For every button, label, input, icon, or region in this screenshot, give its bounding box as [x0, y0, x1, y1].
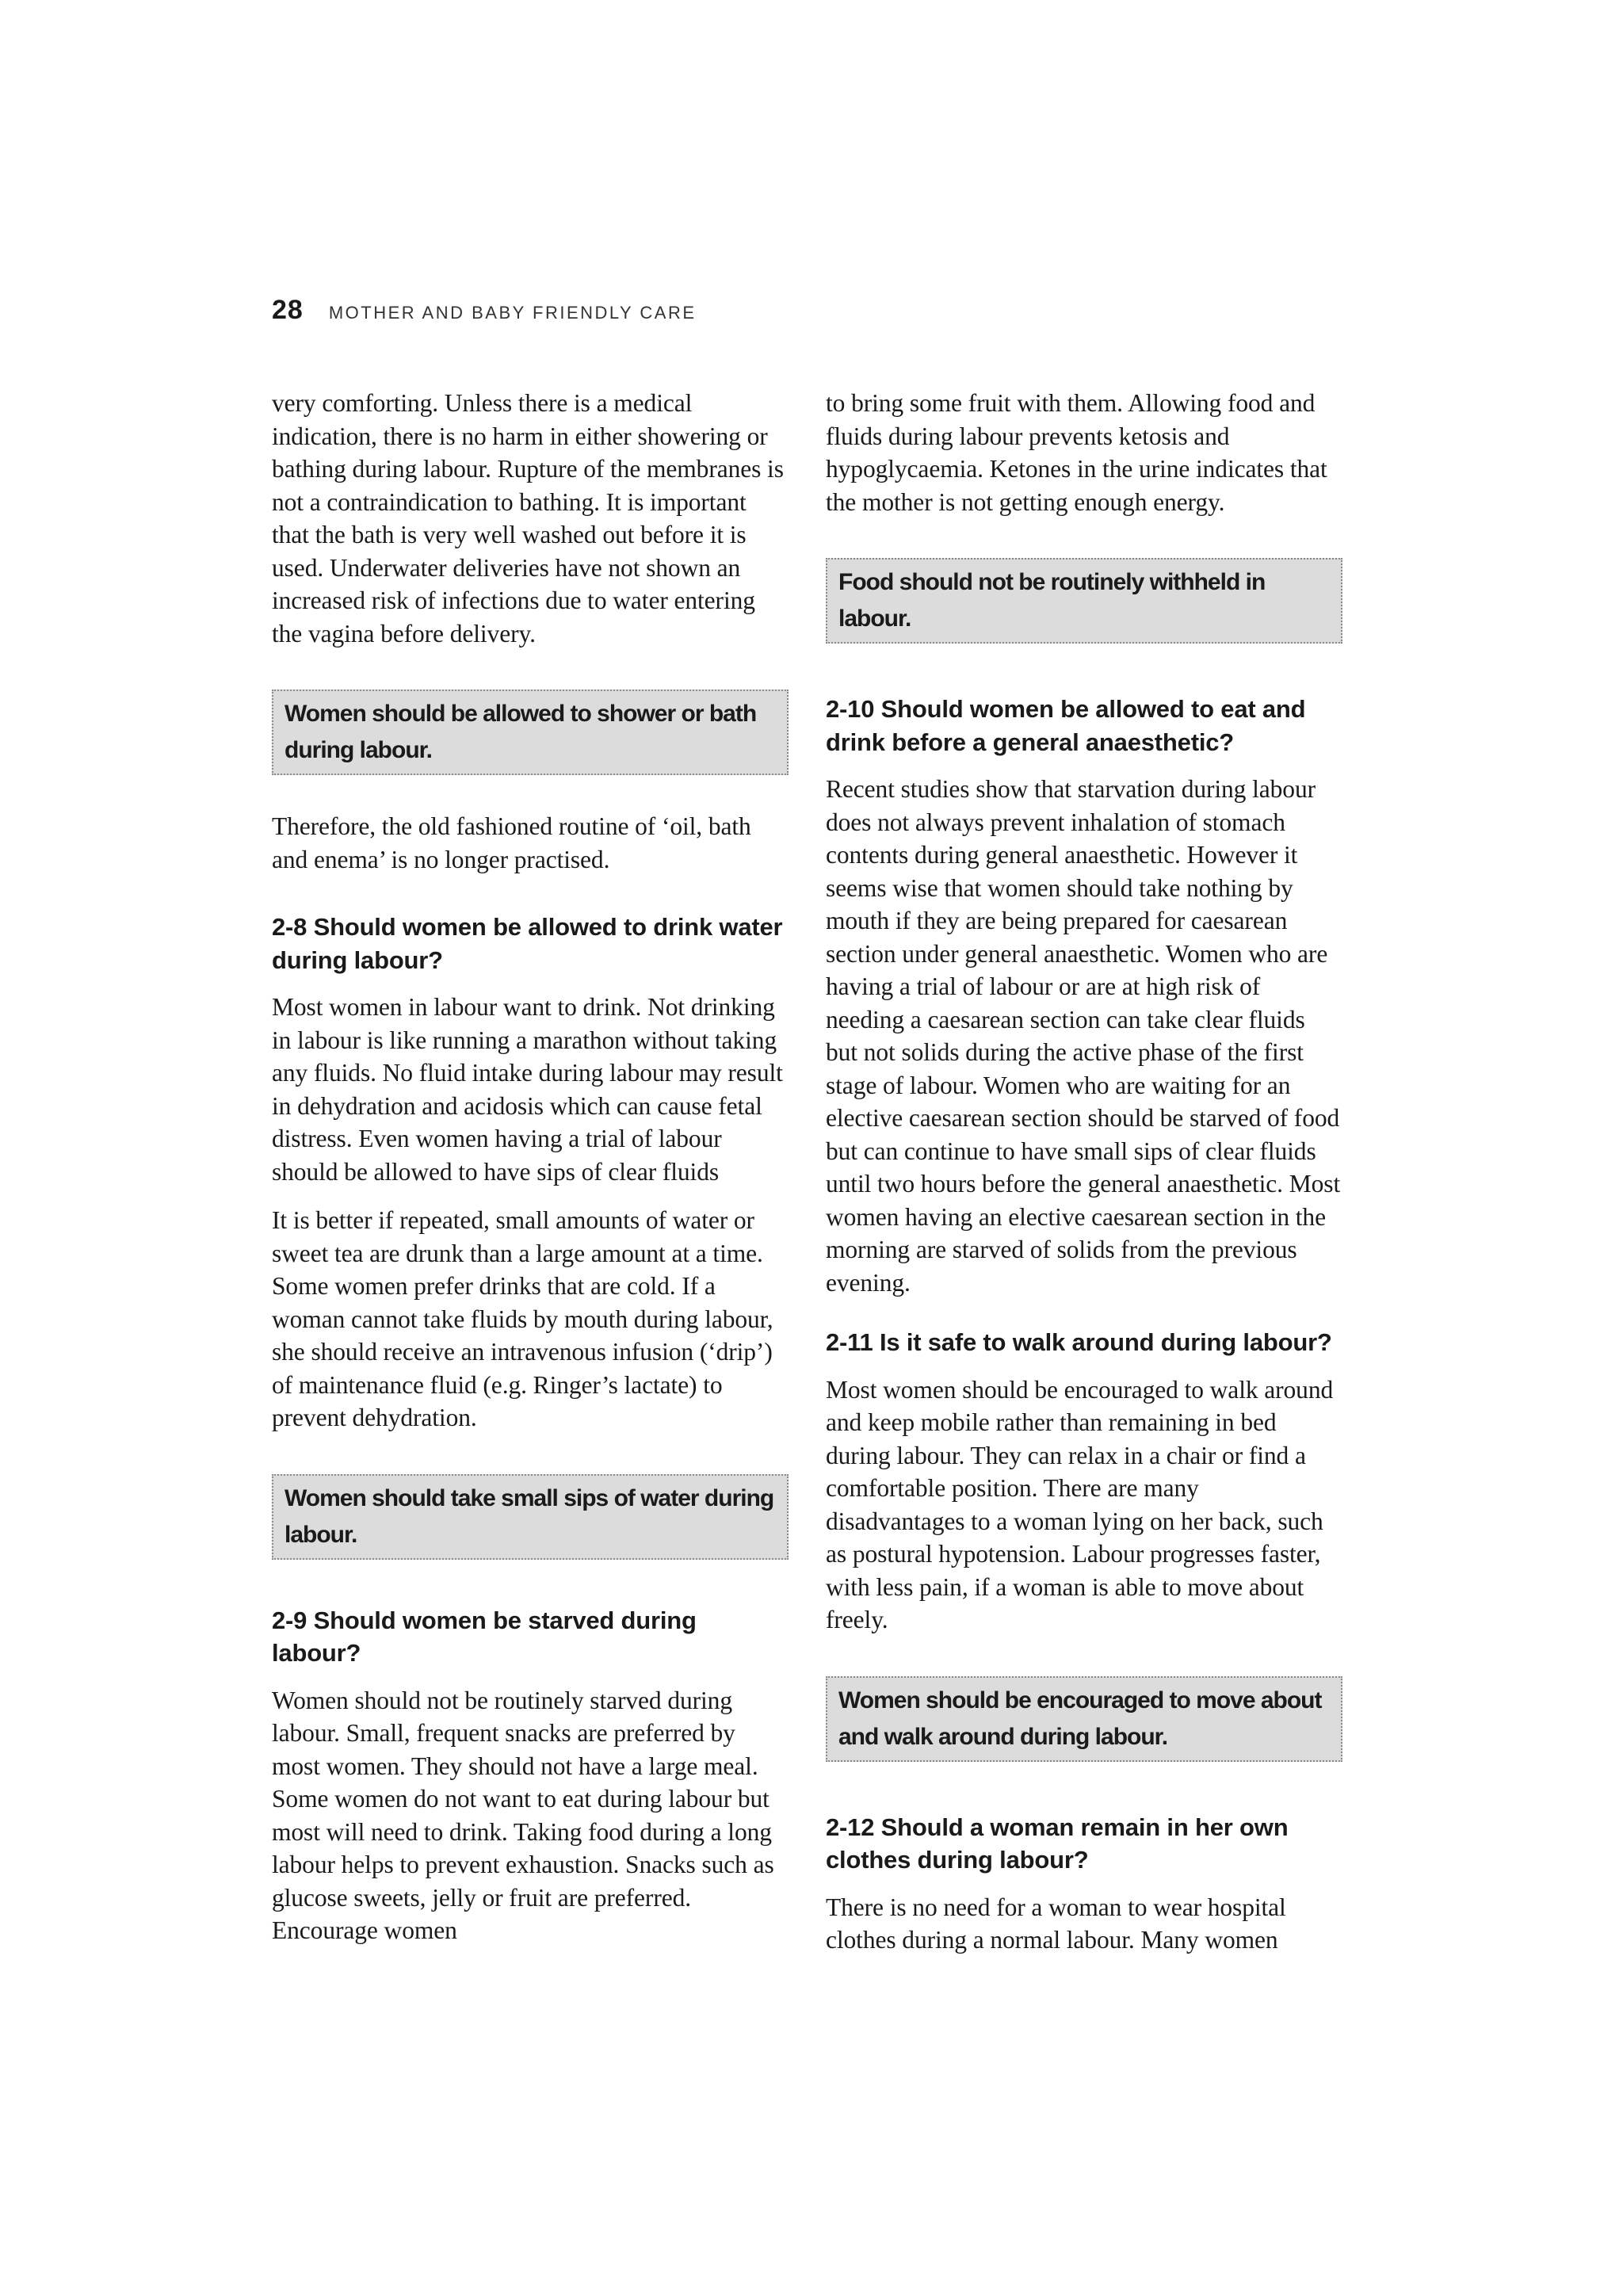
key-point-box: Women should take small sips of water during labour.	[272, 1474, 789, 1560]
paragraph: very comforting. Unless there is a medical indication, there is no harm in either showering or bathing during labour. Rupture of the membranes is not a contraindication to bathing. It is important that the bath is very well washed out before it is used. Underwater deliveries have not shown an increased risk of infections due to water entering the vagina before delivery.	[272, 389, 784, 648]
key-point-box: Women should be encouraged to move about and walk around during labour.	[826, 1676, 1342, 1762]
paragraph: Recent studies show that starvation during labour does not always prevent inhalation of stomach contents during general anaesthetic. However it seems wise that women should take nothing by mouth if they are being prepared for caesarean section under general anaesthetic. Women who are having a trial of labour or are at high risk of needing a caesarean section can take clear fluids but not solids during the active phase of the first stage of labour. Women who are waiting for an elective caesarean section should be starved of food but can continue to have small sips of clear fluids until two hours before the general anaesthetic. Most women having an elective caesarean section in the morning are starved of solids from the previous evening.	[826, 775, 1341, 1297]
running-title: MOTHER AND BABY FRIENDLY CARE	[328, 303, 697, 323]
paragraph: to bring some fruit with them. Allowing food and fluids during labour prevents ketosis and hypoglycaemia. Ketones in the urine indicates that the mother is not getting enough energy.	[826, 389, 1327, 516]
page-number: 28	[272, 295, 304, 325]
section-heading-2-9: 2-9 Should women be starved during labour?	[272, 1606, 697, 1667]
left-column	[272, 387, 789, 1963]
paragraph: Most women in labour want to drink. Not drinking in labour is like running a marathon without taking any fluids. No fluid intake during labour may result in dehydration and acidosis which can cause fetal distress. Even women having a trial of labour should be allowed to have sips of clear fluids	[272, 993, 783, 1186]
section-heading-2-11: 2-11 Is it safe to walk around during labour?	[826, 1328, 1332, 1356]
section-heading-2-10: 2-10 Should women be allowed to eat and drink before a general anaesthetic?	[826, 695, 1306, 756]
paragraph: It is better if repeated, small amounts of water or sweet tea are drunk than a large amount at a time. Some women prefer drinks that are cold. If a woman cannot take fluids by mouth during labour, she should receive an intravenous infusion (‘drip’) of maintenance fluid (e.g. Ringer’s lactate) to prevent dehydration.	[272, 1206, 773, 1431]
running-head	[272, 295, 697, 326]
section-heading-2-12: 2-12 Should a woman remain in her own clothes during labour?	[826, 1813, 1289, 1874]
right-column	[826, 387, 1342, 1973]
paragraph: There is no need for a woman to wear hospital clothes during a normal labour. Many women	[826, 1893, 1286, 1954]
paragraph: Women should not be routinely starved during labour. Small, frequent snacks are preferred by most women. They should not have a large meal. Some women do not want to eat during labour but most will need to drink. Taking food during a long labour helps to prevent exhaustion. Snacks such as glucose sweets, jelly or fruit are preferred. Encourage women	[272, 1686, 774, 1944]
key-point-box: Women should be allowed to shower or bath during labour.	[272, 690, 789, 775]
section-heading-2-8: 2-8 Should women be allowed to drink water during labour?	[272, 913, 783, 974]
paragraph: Most women should be encouraged to walk around and keep mobile rather than remaining in bed during labour. They can relax in a chair or find a comfortable position. There are many disadvantages to a woman lying on her back, such as postural hypotension. Labour progresses faster, with less pain, if a woman is able to move about freely.	[826, 1375, 1334, 1633]
key-point-box: Food should not be routinely withheld in labour.	[826, 558, 1342, 644]
paragraph: Therefore, the old fashioned routine of ‘oil, bath and enema’ is no longer practised.	[272, 812, 751, 873]
